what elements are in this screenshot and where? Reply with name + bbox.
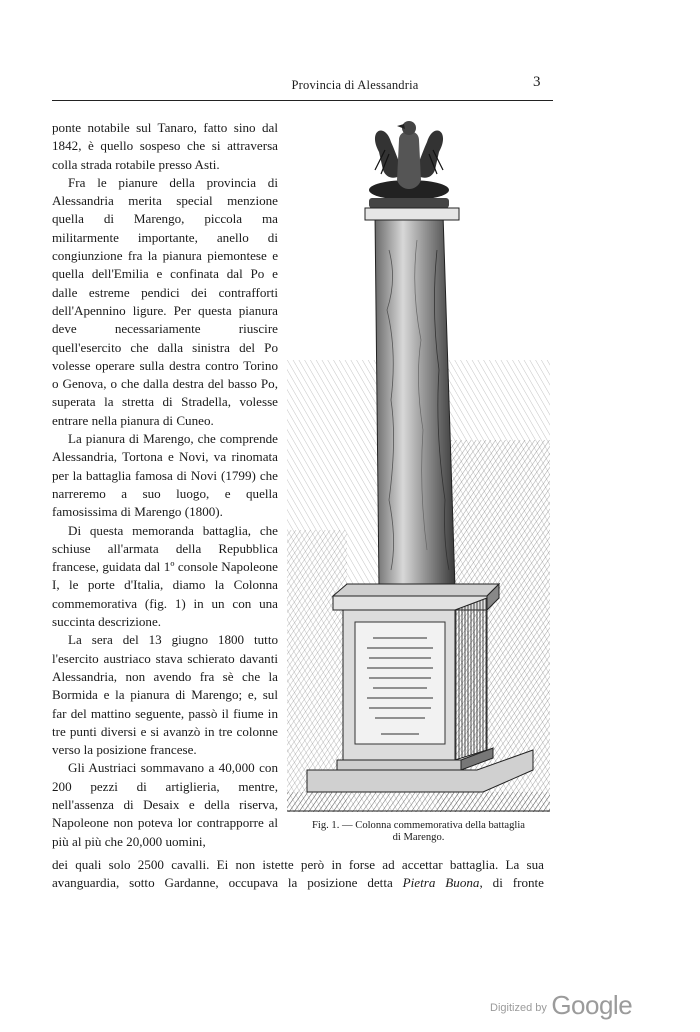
- figure-caption: [287, 820, 550, 844]
- running-header-title: Provincia di Alessandria: [291, 78, 419, 92]
- watermark-brand: Google: [551, 990, 633, 1020]
- left-text-column: [52, 119, 278, 851]
- paragraph-line: [52, 874, 544, 892]
- italic-place-name: Pietra Buona: [402, 875, 480, 891]
- page-number: 3: [533, 74, 541, 90]
- text-run: avanguardia, sotto Gardanne, occupava la posizione detta: [52, 875, 403, 891]
- paragraph-line: dei quali solo 2500 cavalli. Ei non istette però in forse ad accettar battaglia. La sua: [52, 857, 544, 872]
- caption-line: Fig. 1. — Colonna commemorativa della battaglia: [311, 820, 525, 831]
- memorial-column-engraving: [287, 110, 550, 812]
- paragraph: ponte notabile sul Tanaro, fatto sino dal 1842, è quello sospeso che si attraversa colla strada rotabile presso Asti.: [52, 120, 278, 172]
- paragraph: La sera del 13 giugno 1800 tutto l'esercito austriaco stava schierato davanti Alessandria, non avendo fra sè che la Bormida e la pianura di Marengo; e, sul far del mattino seguente, passò il fiume in tre punti diversi e si avanzò in tre colonne verso la posizione francese.: [52, 632, 278, 758]
- eagle-statue: [369, 121, 449, 208]
- figure-illustration: [287, 110, 550, 812]
- paragraph: Gli Austriaci sommavano a 40,000 con 200 pezzi di artiglieria, mentre, nell'assenza di Desaix e della riserva, Napoleone non poteva lor contrapporre al più al più che 20,000 uomini,: [52, 760, 278, 849]
- paragraph: Di questa memoranda battaglia, che schiuse all'armata della Repubblica francese, guidata dal 1º console Napoleone I, le porte d'Italia, diamo la Colonna commemorativa (fig. 1) in un con una succinta descrizione.: [52, 522, 278, 630]
- watermark-prefix: Digitized by: [490, 1002, 547, 1014]
- digitization-watermark: [490, 990, 632, 1021]
- caption-line: di Marengo.: [392, 832, 445, 843]
- header-rule: [52, 100, 553, 101]
- text-run: , di fronte: [479, 875, 544, 891]
- paragraph: La pianura di Marengo, che comprende Alessandria, Tortona e Novi, va rinomata per la battaglia famosa di Novi (1799) che narreremo a suo luogo, e quella famosissima di Marengo (1800).: [52, 431, 278, 520]
- full-width-text: [52, 856, 544, 893]
- paragraph: Fra le pianure della provincia di Alessandria merita special menzione quella di Marengo, piccola ma militarmente importante, anello di congiunzione fra la pianura piemontese e quella dell'Emilia e confinata dal Po e dalle estreme pendici dei contrafforti dell'Apennino ligure. Per questa pianura deve necessariamente riuscire quell'esercito che dalla sinistra del Po volesse operare sulla destra contro Torino o Genova, o che dalla destra del basso Po, superata la stretta di Stradella, volesse entrare nella pianura di Cuneo.: [52, 174, 278, 428]
